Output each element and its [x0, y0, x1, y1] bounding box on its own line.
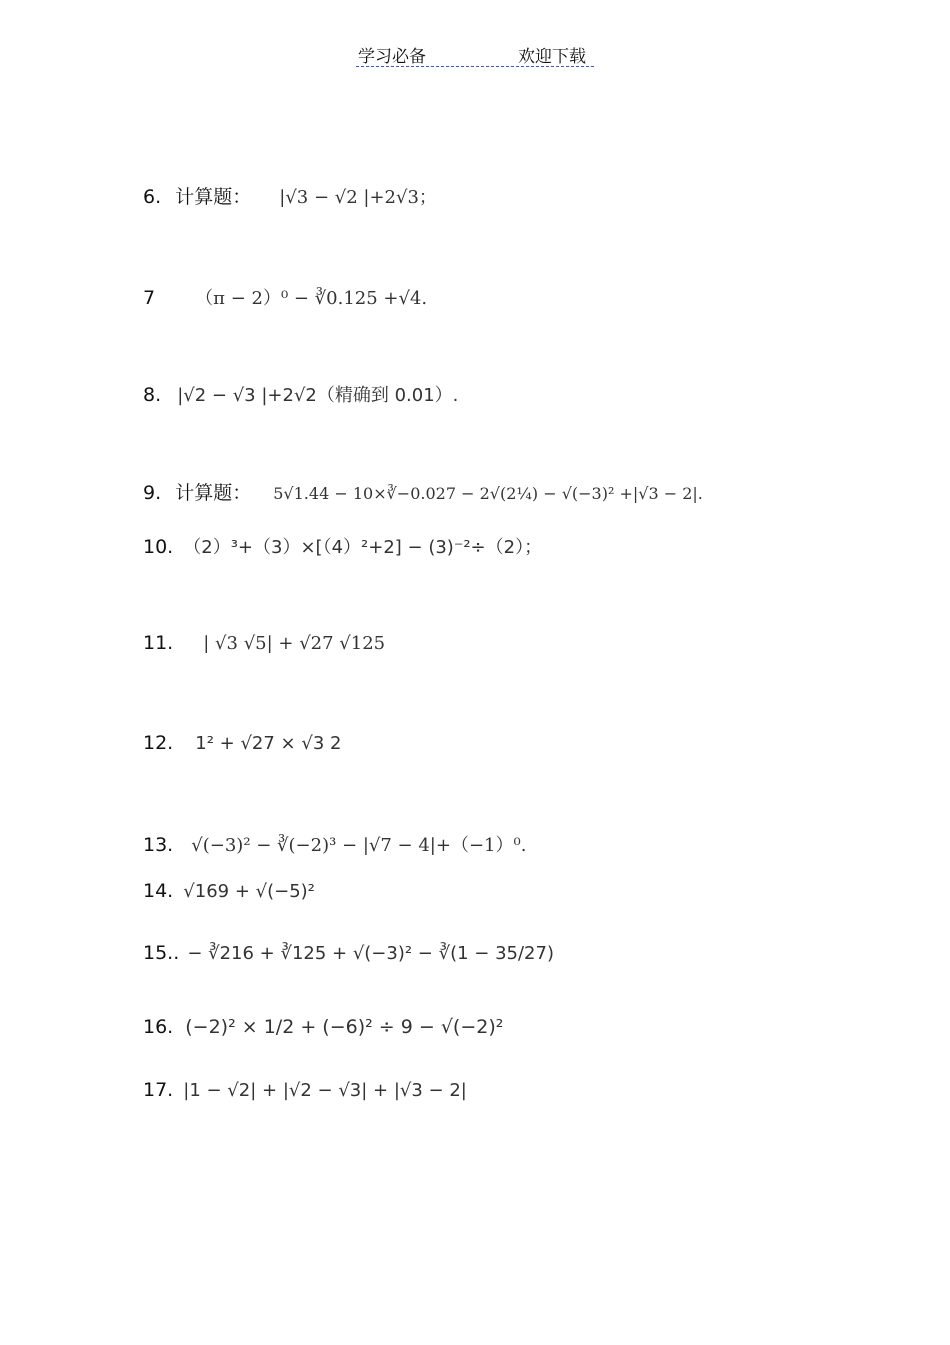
problem-6: [143, 182, 437, 209]
problem-number: 17.: [143, 1079, 174, 1101]
problem-expression: (−2)² × 1/2 + (−6)² ÷ 9 − √(−2)²: [185, 1016, 504, 1038]
problem-8: [143, 381, 458, 407]
problem-15: [143, 942, 554, 964]
header-left-text: 学习必备: [358, 47, 426, 67]
problem-number: 8.: [143, 384, 162, 406]
problem-expression: |√3 − √2 |+2√3；: [279, 187, 437, 208]
problem-expression: |√2 − √3 |+2√2（精确到 0.01）.: [177, 385, 459, 406]
problem-7: [143, 284, 427, 310]
problem-13: [143, 831, 526, 857]
problem-12: [143, 732, 341, 754]
problem-16: [143, 1016, 503, 1038]
problem-number: 9.: [143, 482, 162, 504]
problem-number: 12.: [143, 732, 174, 754]
problem-17: [143, 1079, 467, 1101]
problem-10: [143, 533, 542, 559]
problem-expression: （2）³+（3）×[（4）²+2] − (3)⁻²÷（2）；: [183, 537, 543, 558]
problem-number: 15..: [143, 942, 180, 964]
problem-expression: − ∛216 + ∛125 + √(−3)² − ∛(1 − 35/27): [187, 943, 554, 964]
problem-expression: |1 − √2| + |√2 − √3| + |√3 − 2|: [183, 1080, 467, 1101]
problem-number: 7: [143, 287, 156, 309]
problem-expression: （π − 2）⁰ − ∛0.125 +√4.: [195, 288, 428, 309]
problem-number: 16.: [143, 1016, 174, 1038]
problem-number: 14.: [143, 880, 174, 902]
problem-11: [143, 632, 385, 654]
problem-number: 10.: [143, 536, 174, 558]
problem-number: 13.: [143, 834, 174, 856]
problem-expression: | √3 √5| + √27 √125: [203, 633, 386, 654]
problem-14: [143, 880, 315, 902]
problem-prefix: 计算题：: [175, 482, 252, 504]
problem-expression: 1² + √27 × √3 2: [195, 733, 342, 754]
problem-prefix: 计算题：: [175, 186, 252, 208]
problem-9: [143, 478, 703, 505]
page-header: [356, 40, 594, 67]
problem-expression: 5√1.44 − 10×∛−0.027 − 2√(2¼) − √(−3)² +|√3 − 2|.: [273, 484, 703, 503]
problem-number: 6.: [143, 186, 162, 208]
header-right-text: 欢迎下载: [518, 47, 586, 67]
problem-number: 11.: [143, 632, 174, 654]
problem-expression: √(−3)² − ∛(−2)³ − |√7 − 4|+（−1）⁰.: [191, 835, 527, 856]
problem-expression: √169 + √(−5)²: [183, 881, 315, 902]
